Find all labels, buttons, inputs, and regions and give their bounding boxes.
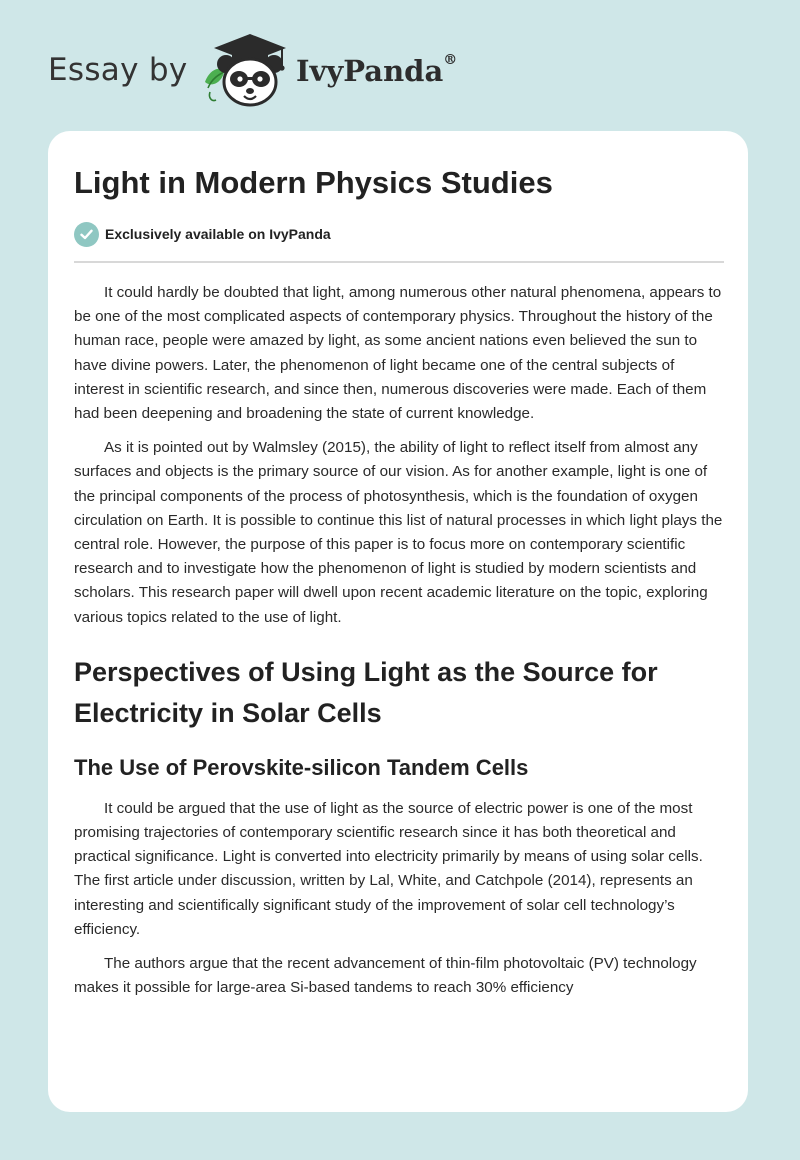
essay-card: [48, 131, 748, 1112]
panda-logo-graphic: [202, 32, 292, 108]
divider: [74, 261, 724, 263]
leaf-icon: [205, 69, 224, 101]
exclusive-badge: [74, 221, 331, 247]
paragraph: It could be argued that the use of light as the source of electric power is one of the most promising trajectories of contemporary scientific research since it has both theoretical and practical significance. Light is converted into electricity primarily by means of using solar cells. The first article under discussion, written by Lal, White, and Catchpole (2014), represents an interesting and scientifically significant study of the improvement of solar cell technology’s efficiency.: [74, 799, 703, 938]
article-content: [74, 281, 724, 1010]
brand-name[interactable]: [296, 54, 457, 88]
page-title: Light in Modern Physics Studies: [74, 165, 553, 200]
check-glyph: [80, 229, 93, 240]
brand-prefix: Essay by: [48, 52, 188, 88]
check-circle-icon: [74, 222, 99, 247]
registered-mark: ®: [443, 52, 458, 69]
section-heading: Perspectives of Using Light as the Source for Electricity in Solar Cells: [74, 656, 658, 728]
panda-graduate-icon[interactable]: [202, 32, 292, 108]
site-header: [0, 0, 800, 130]
paragraph: It could hardly be doubted that light, among numerous other natural phenomena, appears to be one of the most complicated aspects of contemporary physics. Throughout the history of the human race, people were amazed by light, as some ancient nations even believed the sun to have divine powers. Later, the phenomenon of light became one of the central subjects of interest in scientific research, and since then, numerous discoveries were made. Each of them had been deepening and broadening the state of current knowledge.: [74, 284, 722, 423]
brand-name-text: IvyPanda: [296, 54, 444, 88]
subsection-heading: The Use of Perovskite-silicon Tandem Cells: [74, 754, 529, 780]
paragraph: The authors argue that the recent advancement of thin-film photovoltaic (PV) technology makes it possible for large-area Si-based tandems to reach 30% efficiency: [74, 955, 697, 997]
paragraph: As it is pointed out by Walmsley (2015), the ability of light to reflect itself from almost any surfaces and objects is the primary source of our vision. As for another example, light is one of the principal components of the process of photosynthesis, which is the foundation of oxygen circulation on Earth. It is possible to continue this list of natural processes in which light plays the central role. However, the purpose of this paper is to focus more on contemporary scientific research and to investigate how the phenomenon of light is studied by modern scientists and scholars. This research paper will dwell upon recent academic literature on the topic, exploring various topics related to the use of light.: [74, 439, 723, 626]
badge-label: Exclusively available on IvyPanda: [105, 226, 331, 242]
